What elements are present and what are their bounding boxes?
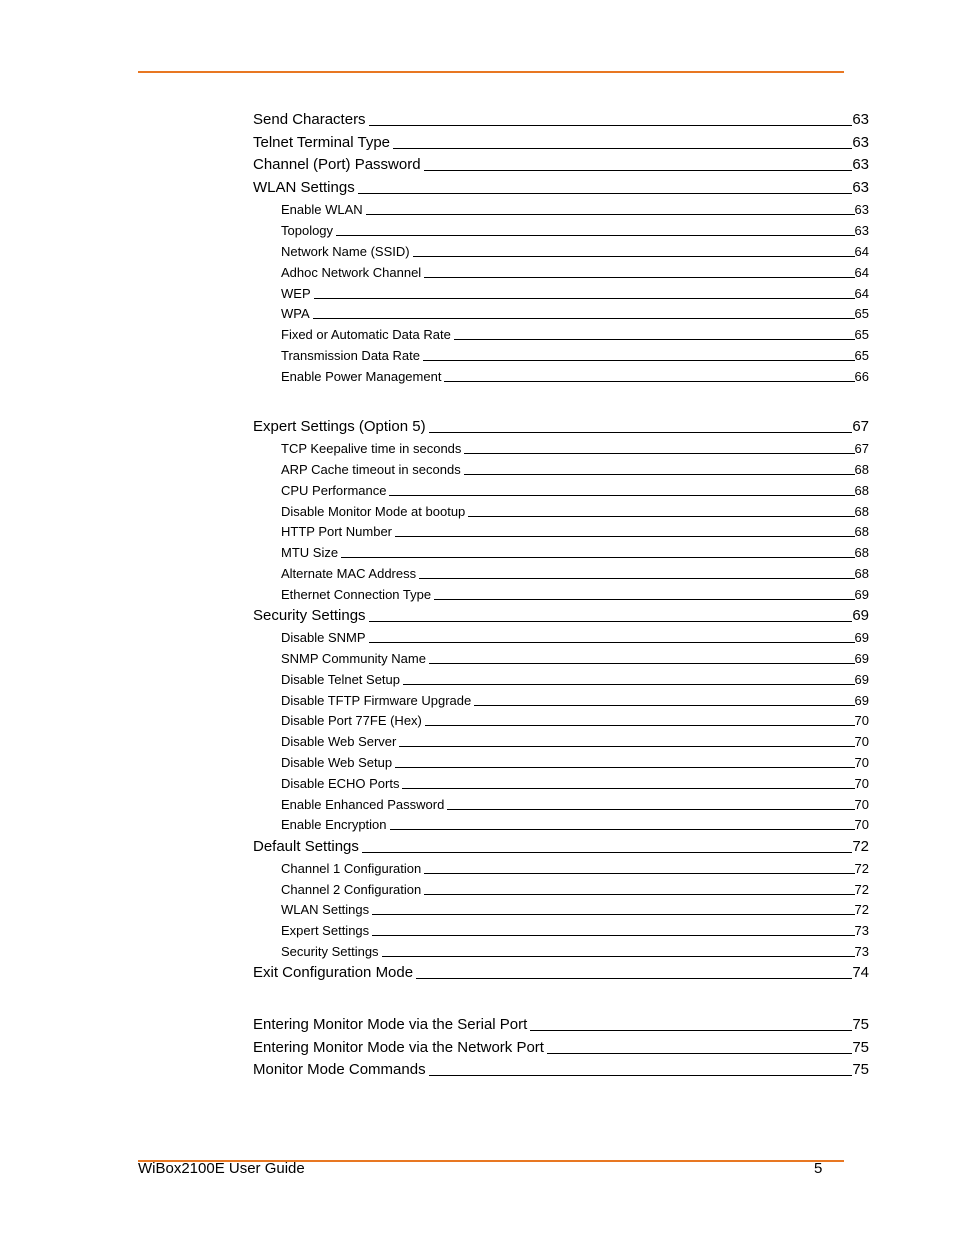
toc-entry-page: 69 bbox=[852, 607, 869, 624]
toc-subentry bbox=[281, 883, 869, 896]
toc-entry-label: Disable Web Setup bbox=[281, 755, 393, 770]
toc-entry-page: 70 bbox=[854, 817, 869, 832]
toc-entry-label: Entering Monitor Mode via the Serial Port bbox=[253, 1016, 528, 1033]
toc-leader-line bbox=[413, 255, 855, 257]
toc-entry-page: 72 bbox=[854, 882, 869, 897]
toc-entry-page: 65 bbox=[854, 306, 869, 321]
toc-entry-label: Fixed or Automatic Data Rate bbox=[281, 327, 451, 342]
toc-entry-label: WPA bbox=[281, 306, 310, 321]
toc-leader-line bbox=[390, 828, 855, 830]
toc-entry-label: WLAN Settings bbox=[281, 902, 370, 917]
toc-subentry bbox=[281, 266, 869, 279]
toc-entry-label: Disable Telnet Setup bbox=[281, 672, 401, 687]
toc-entry-label: Enable WLAN bbox=[281, 202, 363, 217]
toc-leader-line bbox=[369, 124, 853, 126]
toc-entry-label: WLAN Settings bbox=[253, 179, 355, 196]
toc-subentry bbox=[281, 694, 869, 707]
toc-entry bbox=[253, 180, 869, 195]
toc-entry bbox=[253, 1062, 869, 1077]
toc-entry-page: 74 bbox=[852, 964, 869, 981]
toc-entry-page: 63 bbox=[852, 179, 869, 196]
toc-entry-label: Security Settings bbox=[281, 944, 379, 959]
toc-subentry bbox=[281, 287, 869, 300]
toc-entry-label: TCP Keepalive time in seconds bbox=[281, 441, 462, 456]
toc-subentry bbox=[281, 505, 869, 518]
toc-entry-label: Alternate MAC Address bbox=[281, 566, 417, 581]
toc-entry bbox=[253, 1017, 869, 1032]
toc-leader-line bbox=[419, 577, 854, 579]
toc-entry-page: 67 bbox=[852, 418, 869, 435]
toc-leader-line bbox=[454, 338, 855, 340]
toc-subentry bbox=[281, 224, 869, 237]
toc-entry-page: 69 bbox=[854, 693, 869, 708]
toc-entry-page: 72 bbox=[854, 861, 869, 876]
toc-leader-line bbox=[313, 317, 855, 319]
toc-entry bbox=[253, 157, 869, 172]
toc-leader-line bbox=[369, 620, 853, 622]
toc-leader-line bbox=[395, 766, 854, 768]
toc-entry-page: 69 bbox=[854, 587, 869, 602]
toc-leader-line bbox=[336, 234, 854, 236]
toc-leader-line bbox=[314, 297, 855, 299]
toc-leader-line bbox=[416, 977, 852, 979]
toc-entry-page: 72 bbox=[854, 902, 869, 917]
toc-entry-label: Enable Enhanced Password bbox=[281, 797, 445, 812]
toc-entry-label: Send Characters bbox=[253, 111, 366, 128]
toc-subentry bbox=[281, 777, 869, 790]
toc-subentry bbox=[281, 463, 869, 476]
toc-entry-label: Network Name (SSID) bbox=[281, 244, 410, 259]
toc-leader-line bbox=[402, 787, 854, 789]
toc-entry-label: WEP bbox=[281, 286, 311, 301]
toc-entry bbox=[253, 419, 869, 434]
toc-entry-label: Disable Port 77FE (Hex) bbox=[281, 713, 422, 728]
toc-leader-line bbox=[474, 704, 854, 706]
toc-entry-label: Enable Power Management bbox=[281, 369, 442, 384]
toc-entry-label: Adhoc Network Channel bbox=[281, 265, 422, 280]
toc-entry bbox=[253, 1040, 869, 1055]
toc-subentry bbox=[281, 307, 869, 320]
toc-entry-label: Entering Monitor Mode via the Network Port bbox=[253, 1039, 544, 1056]
toc-leader-line bbox=[468, 515, 854, 517]
toc-entry bbox=[253, 965, 869, 980]
toc-leader-line bbox=[372, 934, 854, 936]
toc-entry-page: 68 bbox=[854, 462, 869, 477]
toc-leader-line bbox=[403, 683, 855, 685]
toc-leader-line bbox=[393, 147, 852, 149]
toc-subentry bbox=[281, 714, 869, 727]
toc-leader-line bbox=[362, 851, 852, 853]
toc-entry-page: 66 bbox=[854, 369, 869, 384]
toc-entry-page: 63 bbox=[852, 134, 869, 151]
toc-subentry bbox=[281, 245, 869, 258]
toc-entry-label: Disable TFTP Firmware Upgrade bbox=[281, 693, 472, 708]
toc-entry-page: 63 bbox=[854, 202, 869, 217]
toc-leader-line bbox=[434, 598, 854, 600]
toc-subentry bbox=[281, 945, 869, 958]
toc-leader-line bbox=[424, 893, 854, 895]
toc-entry-page: 68 bbox=[854, 545, 869, 560]
toc-entry-label: Expert Settings (Option 5) bbox=[253, 418, 426, 435]
toc-subentry bbox=[281, 370, 869, 383]
toc-subentry bbox=[281, 924, 869, 937]
toc-entry-label: Ethernet Connection Type bbox=[281, 587, 432, 602]
toc-entry-page: 70 bbox=[854, 776, 869, 791]
toc-subentry bbox=[281, 735, 869, 748]
toc-subentry bbox=[281, 631, 869, 644]
toc-subentry bbox=[281, 484, 869, 497]
toc-leader-line bbox=[369, 641, 855, 643]
toc-entry-label: Security Settings bbox=[253, 607, 366, 624]
toc-subentry bbox=[281, 756, 869, 769]
toc-entry-page: 69 bbox=[854, 630, 869, 645]
footer-title: WiBox2100E User Guide bbox=[138, 1160, 305, 1177]
toc-entry-page: 72 bbox=[852, 838, 869, 855]
toc-subentry bbox=[281, 567, 869, 580]
toc-leader-line bbox=[389, 494, 854, 496]
toc-entry-label: Enable Encryption bbox=[281, 817, 387, 832]
toc-subentry bbox=[281, 442, 869, 455]
toc-entry-label: Transmission Data Rate bbox=[281, 348, 420, 363]
toc-entry-label: ARP Cache timeout in seconds bbox=[281, 462, 461, 477]
toc-entry-page: 64 bbox=[854, 265, 869, 280]
toc-entry-page: 63 bbox=[854, 223, 869, 238]
toc-entry-label: Channel 1 Configuration bbox=[281, 861, 422, 876]
toc-entry-page: 70 bbox=[854, 734, 869, 749]
toc-entry-page: 68 bbox=[854, 566, 869, 581]
toc-subentry bbox=[281, 349, 869, 362]
toc-leader-line bbox=[429, 1074, 853, 1076]
toc-entry-label: Disable Web Server bbox=[281, 734, 397, 749]
toc-subentry bbox=[281, 546, 869, 559]
toc-leader-line bbox=[424, 169, 853, 171]
toc-entry-label: Disable Monitor Mode at bootup bbox=[281, 504, 466, 519]
toc-entry-page: 69 bbox=[854, 672, 869, 687]
toc-entry-label: Channel 2 Configuration bbox=[281, 882, 422, 897]
toc-leader-line bbox=[429, 431, 853, 433]
toc-leader-line bbox=[464, 473, 855, 475]
toc-leader-line bbox=[447, 808, 854, 810]
toc-subentry bbox=[281, 203, 869, 216]
toc-entry-page: 70 bbox=[854, 713, 869, 728]
toc-entry-label: Telnet Terminal Type bbox=[253, 134, 391, 151]
toc-leader-line bbox=[429, 662, 855, 664]
toc-subentry bbox=[281, 328, 869, 341]
toc-leader-line bbox=[425, 724, 855, 726]
toc-subentry bbox=[281, 862, 869, 875]
toc-entry-page: 68 bbox=[854, 483, 869, 498]
toc-subentry bbox=[281, 798, 869, 811]
toc-entry-page: 67 bbox=[854, 441, 869, 456]
toc-entry-label: MTU Size bbox=[281, 545, 339, 560]
toc-leader-line bbox=[358, 192, 853, 194]
footer-page-number: 5 bbox=[814, 1160, 823, 1177]
toc-entry-page: 73 bbox=[854, 944, 869, 959]
toc-entry-page: 68 bbox=[854, 504, 869, 519]
toc-leader-line bbox=[530, 1029, 852, 1031]
toc-entry-label: Disable SNMP bbox=[281, 630, 366, 645]
toc-entry-page: 63 bbox=[852, 156, 869, 173]
toc-entry-label: Disable ECHO Ports bbox=[281, 776, 400, 791]
toc-entry-label: Monitor Mode Commands bbox=[253, 1061, 426, 1078]
toc-leader-line bbox=[395, 535, 855, 537]
toc-leader-line bbox=[464, 452, 854, 454]
toc-entry-label: Topology bbox=[281, 223, 334, 238]
toc-entry-page: 68 bbox=[854, 524, 869, 539]
toc-entry-page: 75 bbox=[852, 1016, 869, 1033]
toc-entry-label: Exit Configuration Mode bbox=[253, 964, 414, 981]
toc-leader-line bbox=[341, 556, 854, 558]
toc-entry-label: Default Settings bbox=[253, 838, 359, 855]
toc-entry-page: 64 bbox=[854, 244, 869, 259]
toc-subentry bbox=[281, 652, 869, 665]
toc-leader-line bbox=[372, 913, 854, 915]
toc-entry-page: 75 bbox=[852, 1061, 869, 1078]
toc-entry-label: CPU Performance bbox=[281, 483, 387, 498]
toc-entry-label: Channel (Port) Password bbox=[253, 156, 421, 173]
toc-leader-line bbox=[424, 872, 854, 874]
toc-entry bbox=[253, 112, 869, 127]
toc-entry bbox=[253, 135, 869, 150]
toc-subentry bbox=[281, 818, 869, 831]
toc-leader-line bbox=[423, 359, 855, 361]
toc-entry-page: 64 bbox=[854, 286, 869, 301]
toc-entry bbox=[253, 608, 869, 623]
toc-entry-label: Expert Settings bbox=[281, 923, 370, 938]
toc-entry-page: 70 bbox=[854, 755, 869, 770]
toc-subentry bbox=[281, 525, 869, 538]
toc-entry-page: 70 bbox=[854, 797, 869, 812]
toc-subentry bbox=[281, 588, 869, 601]
toc-entry-page: 73 bbox=[854, 923, 869, 938]
toc-entry bbox=[253, 839, 869, 854]
toc-leader-line bbox=[424, 276, 854, 278]
toc-entry-page: 63 bbox=[852, 111, 869, 128]
toc-subentry bbox=[281, 673, 869, 686]
toc-entry-page: 75 bbox=[852, 1039, 869, 1056]
toc-subentry bbox=[281, 903, 869, 916]
toc-entry-page: 69 bbox=[854, 651, 869, 666]
toc-leader-line bbox=[399, 745, 854, 747]
toc-leader-line bbox=[444, 380, 854, 382]
toc-entry-label: HTTP Port Number bbox=[281, 524, 393, 539]
toc-leader-line bbox=[366, 213, 855, 215]
toc-leader-line bbox=[382, 955, 855, 957]
toc-entry-label: SNMP Community Name bbox=[281, 651, 426, 666]
toc-leader-line bbox=[547, 1052, 852, 1054]
toc-entry-page: 65 bbox=[854, 348, 869, 363]
toc-entry-page: 65 bbox=[854, 327, 869, 342]
